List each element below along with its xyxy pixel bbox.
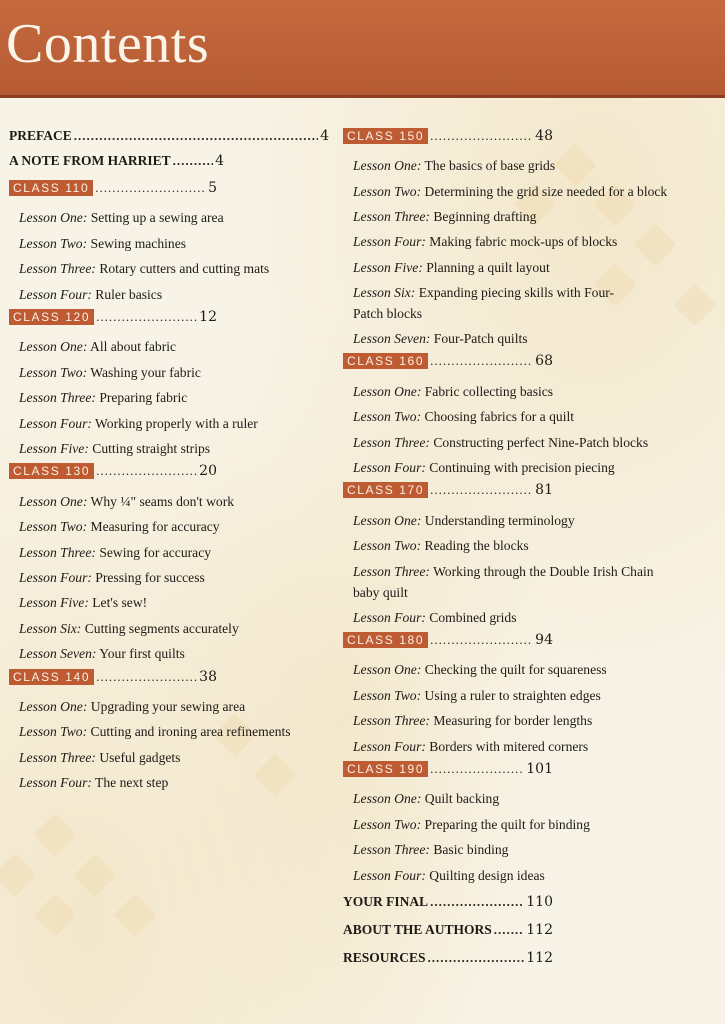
- lesson-item[interactable]: Lesson Seven: Four-Patch quilts: [353, 331, 528, 347]
- lesson-item[interactable]: Lesson Three: Beginning drafting: [353, 208, 537, 224]
- leader-dots: [428, 950, 525, 966]
- contents-header: [0, 0, 725, 95]
- lesson-item[interactable]: Lesson Three: Measuring for border lengths: [353, 713, 593, 729]
- lesson-item[interactable]: Lesson Three: Constructing perfect Nine-Patch blocks: [353, 434, 649, 450]
- lesson-item[interactable]: Lesson Two: Using a ruler to straighten edges: [353, 687, 601, 703]
- lesson-item[interactable]: Lesson Four: Pressing for success: [19, 570, 205, 586]
- toc-class-140[interactable]: CLASS 140 ..... 38: [9, 669, 217, 694]
- lesson-item[interactable]: Lesson Four: Quilting design ideas: [353, 867, 545, 883]
- toc-class-160[interactable]: CLASS 160 ..... 68: [343, 353, 553, 378]
- lesson-item[interactable]: Lesson Five: Cutting straight strips: [19, 441, 211, 457]
- leader-dots: [430, 632, 533, 648]
- class-badge: CLASS 130: [9, 463, 94, 479]
- leader-dots: [430, 761, 524, 777]
- header-divider: [0, 95, 725, 98]
- class-badge: CLASS 120: [9, 309, 94, 325]
- lesson-item[interactable]: Lesson Four: Borders with mitered corners: [353, 738, 589, 754]
- lesson-item[interactable]: Lesson Two: Cutting and ironing area refinements: [19, 724, 291, 740]
- lesson-item[interactable]: Lesson Two: Washing your fabric: [19, 364, 201, 380]
- leader-dots: [96, 669, 197, 685]
- leader-dots: [494, 922, 524, 938]
- leader-dots: [96, 309, 197, 325]
- lesson-item[interactable]: Lesson Five: Let's sew!: [19, 595, 148, 611]
- lesson-item[interactable]: Lesson One: Setting up a sewing area: [19, 210, 224, 226]
- lesson-item[interactable]: Lesson Four: The next step: [19, 775, 169, 791]
- toc-class-190[interactable]: CLASS 190 ..... 101: [343, 761, 553, 786]
- lesson-item[interactable]: Lesson One: Quilt backing: [353, 791, 500, 807]
- lesson-item[interactable]: Lesson One: All about fabric: [19, 339, 177, 355]
- lesson-item[interactable]: Lesson Four: Continuing with precision piecing: [353, 460, 615, 476]
- lesson-item[interactable]: Lesson One: Upgrading your sewing area: [19, 699, 246, 715]
- class-badge: CLASS 170: [343, 482, 428, 498]
- toc-entry-note-from-harriet[interactable]: A NOTE FROM HARRIET ..... 4: [9, 153, 224, 178]
- lesson-item[interactable]: Lesson Three: Basic binding: [353, 842, 509, 858]
- lesson-item[interactable]: Lesson Two: Reading the blocks: [353, 538, 529, 554]
- lesson-item[interactable]: Lesson One: Understanding terminology: [353, 512, 575, 528]
- lesson-item[interactable]: Lesson Five: Planning a quilt layout: [353, 259, 550, 275]
- lesson-item[interactable]: Lesson Four: Working properly with a ruler: [19, 415, 258, 431]
- class-badge: CLASS 150: [343, 128, 428, 144]
- leader-dots: [430, 482, 533, 498]
- lesson-item[interactable]: Lesson Three: Useful gadgets: [19, 749, 181, 765]
- leader-dots: [95, 180, 206, 196]
- page-title: Contents: [6, 13, 210, 75]
- toc-class-120[interactable]: CLASS 120 ..... 12: [9, 309, 217, 334]
- lesson-item[interactable]: Lesson Seven: Your first quilts: [19, 646, 185, 662]
- leader-dots: [96, 463, 197, 479]
- class-badge: CLASS 140: [9, 669, 94, 685]
- leader-dots: [74, 128, 318, 144]
- lesson-item[interactable]: Lesson One: Checking the quilt for squareness: [353, 662, 607, 678]
- class-badge: CLASS 110: [9, 180, 93, 196]
- lesson-item[interactable]: Lesson Two: Preparing the quilt for binding: [353, 816, 590, 832]
- lesson-item[interactable]: Lesson Six: Expanding piecing skills with Four-Patch blocks: [353, 285, 615, 322]
- lesson-item[interactable]: Lesson Three: Working through the Double Irish Chain baby quilt: [353, 563, 654, 600]
- leader-dots: [173, 153, 213, 169]
- toc-right-column: [343, 128, 683, 978]
- toc-class-180[interactable]: CLASS 180 ..... 94: [343, 632, 553, 657]
- lesson-item[interactable]: Lesson Two: Sewing machines: [19, 235, 187, 251]
- lesson-item[interactable]: Lesson One: Why ¼" seams don't work: [19, 493, 235, 509]
- lesson-item[interactable]: Lesson Three: Rotary cutters and cutting mats: [19, 261, 270, 277]
- lesson-item[interactable]: Lesson Six: Cutting segments accurately: [19, 620, 239, 636]
- toc-entry-about-the-authors[interactable]: ABOUT THE AUTHORS ..... 112: [343, 922, 553, 950]
- leader-dots: [430, 353, 533, 369]
- lesson-item[interactable]: Lesson Two: Determining the grid size needed for a block: [353, 183, 668, 199]
- leader-dots: [430, 128, 533, 144]
- toc-class-110[interactable]: CLASS 110 ..... 5: [9, 180, 217, 205]
- toc-class-130[interactable]: CLASS 130 ..... 20: [9, 463, 217, 488]
- lesson-item[interactable]: Lesson Two: Choosing fabrics for a quilt: [353, 409, 575, 425]
- lesson-item[interactable]: Lesson Two: Measuring for accuracy: [19, 519, 220, 535]
- toc-class-170[interactable]: CLASS 170 ..... 81: [343, 482, 553, 507]
- class-badge: CLASS 180: [343, 632, 428, 648]
- toc-class-150[interactable]: CLASS 150 ..... 48: [343, 128, 553, 153]
- lesson-item[interactable]: Lesson Three: Sewing for accuracy: [19, 544, 212, 560]
- toc-left-column: [9, 128, 329, 796]
- toc-entry-resources[interactable]: RESOURCES ..... 112: [343, 950, 553, 978]
- lesson-item[interactable]: Lesson One: The basics of base grids: [353, 158, 556, 174]
- lesson-item[interactable]: Lesson Three: Preparing fabric: [19, 390, 188, 406]
- class-badge: CLASS 190: [343, 761, 428, 777]
- lesson-item[interactable]: Lesson Four: Making fabric mock-ups of blocks: [353, 234, 618, 250]
- leader-dots: [430, 894, 524, 910]
- lesson-item[interactable]: Lesson Four: Ruler basics: [19, 286, 163, 302]
- lesson-item[interactable]: Lesson Four: Combined grids: [353, 609, 517, 625]
- lesson-item[interactable]: Lesson One: Fabric collecting basics: [353, 383, 554, 399]
- toc-entry-preface[interactable]: PREFACE ..... 4: [9, 128, 329, 153]
- class-badge: CLASS 160: [343, 353, 428, 369]
- toc-entry-your-final[interactable]: YOUR FINAL ..... 110: [343, 894, 553, 922]
